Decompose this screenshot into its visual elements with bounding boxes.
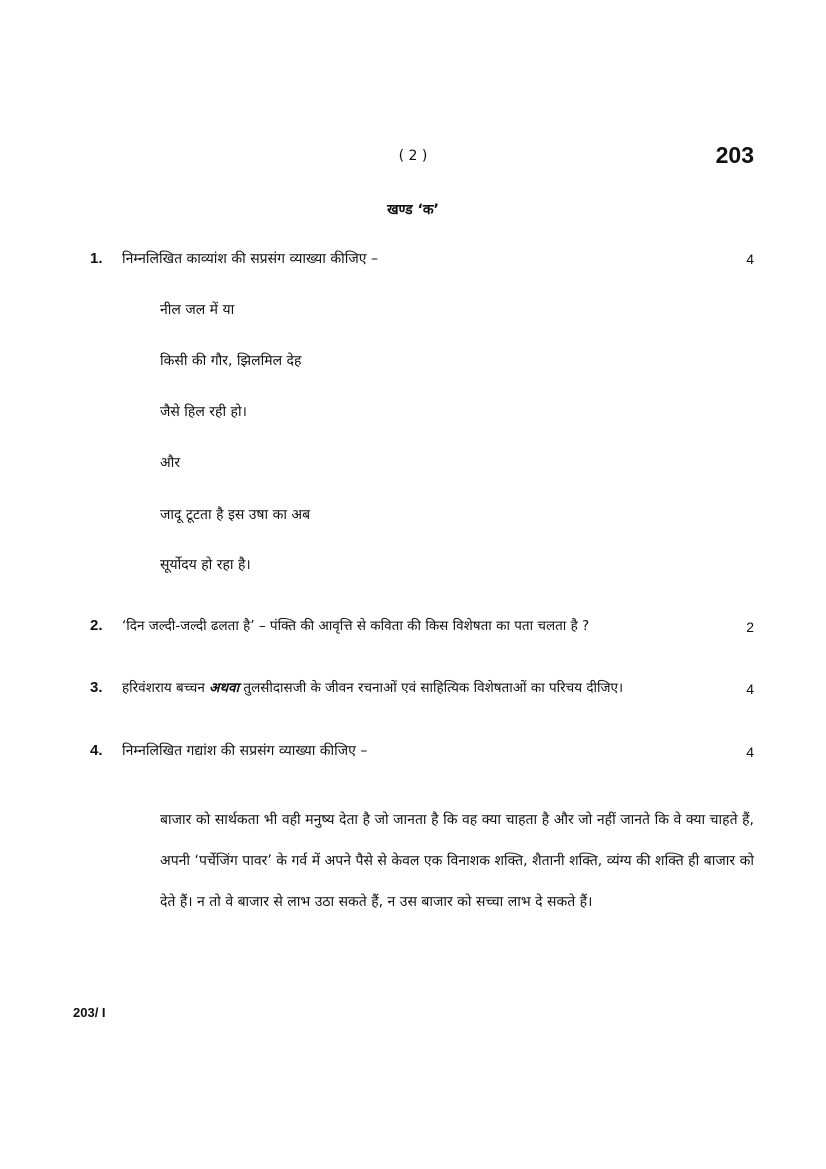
question-1-text: निम्नलिखित काव्यांश की सप्रसंग व्याख्या कीजिए – bbox=[122, 251, 378, 267]
question-4-marks: 4 bbox=[746, 744, 754, 760]
question-2-text: ‘दिन जल्दी-जल्दी ढलता है’ – पंक्ति की आवृत्ति से कविता की किस विशेषता का पता चलता है ? bbox=[122, 618, 590, 634]
question-3-text-after: तुलसीदासजी के जीवन रचनाओं एवं साहित्यिक विशेषताओं का परिचय दीजिए। bbox=[243, 680, 624, 696]
section-title: खण्ड ‘क’ bbox=[387, 202, 439, 218]
question-2-number: 2. bbox=[90, 617, 103, 634]
poem-line-1: नील जल में या bbox=[160, 302, 235, 318]
page-number: ( 2 ) bbox=[398, 148, 428, 164]
question-1-number: 1. bbox=[90, 250, 103, 267]
question-1-marks: 4 bbox=[746, 251, 754, 267]
poem-line-5: जादू टूटता है इस उषा का अब bbox=[160, 507, 311, 523]
question-3-text-before: हरिवंशराय बच्चन bbox=[122, 680, 205, 696]
question-2-marks: 2 bbox=[746, 619, 754, 635]
question-3-text bbox=[122, 678, 623, 696]
paper-code: 203 bbox=[715, 142, 754, 168]
question-4-passage: बाजार को सार्थकता भी वही मनुष्य देता है जो जानता है कि वह क्या चाहता है और जो नहीं जानते कि वे क्या चाहते हैं, अपनी ‘पर्चेजिंग पावर’ के गर्व में अपने पैसे से केवल एक विनाशक शक्ति, शैतानी शक्ति, व्यंग्य की शक्ति ही बाजार को देते हैं। न तो वे बाजार से लाभ उठा सकते हैं, न उस बाजार को सच्चा लाभ दे सकते हैं। bbox=[160, 812, 754, 910]
poem-line-4: और bbox=[160, 455, 181, 471]
poem-line-3: जैसे हिल रही हो। bbox=[160, 404, 247, 420]
footer-code: 203/ I bbox=[73, 1005, 106, 1020]
poem-line-2: किसी की गौर, झिलमिल देह bbox=[160, 353, 302, 369]
question-3-number: 3. bbox=[90, 679, 103, 696]
question-4-text: निम्नलिखित गद्यांश की सप्रसंग व्याख्या कीजिए – bbox=[122, 743, 368, 759]
question-3-emphasis: अथवा bbox=[209, 680, 240, 696]
question-4-number: 4. bbox=[90, 742, 103, 759]
poem-line-6: सूर्योदय हो रहा है। bbox=[160, 557, 251, 573]
question-3-marks: 4 bbox=[746, 681, 754, 697]
